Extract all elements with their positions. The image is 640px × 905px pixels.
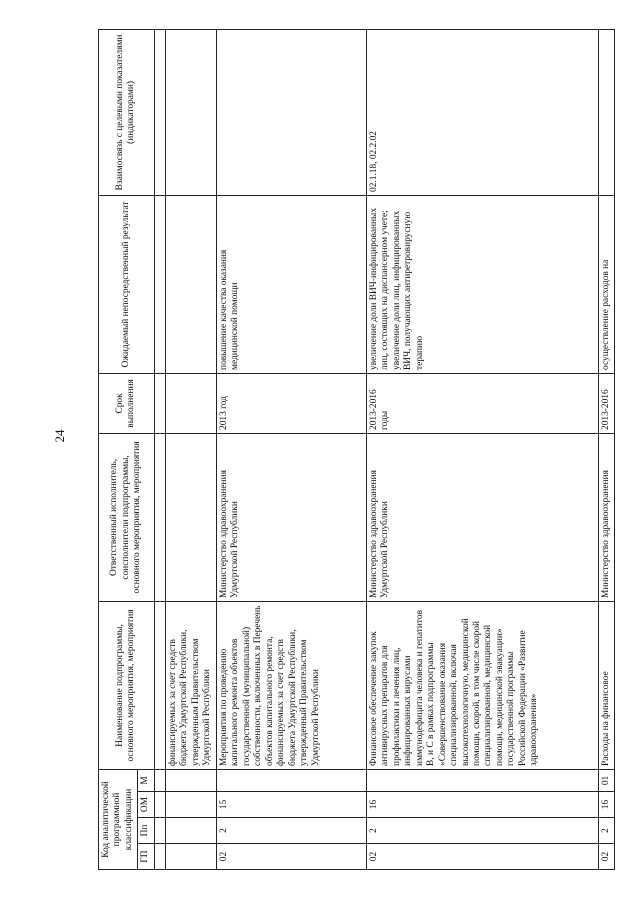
cell-name: Мероприятия по проведению капитального ремонта объектов государственной (муниципальной) собственности, включенных в Перечень объектов капитального ремонта, финансируемых за счет средств бюджета Удмуртской Республики, утвержденный Правительством Удмуртской Республики [216,601,366,769]
cell-om [165,792,216,818]
header-link: Взаимосвязь с целевыми показателями (индикаторами) [99,29,155,195]
blank-row [154,29,165,869]
header-code-gp: ГП [138,844,154,870]
cell-link [598,29,614,195]
cell-term: 2013-2016 годы [366,373,598,433]
cell-executor: Министерство здравоохранения Удмуртской Республики [366,433,598,601]
cell-gp [165,844,216,870]
page-number: 24 [52,429,67,443]
cell-m [165,769,216,791]
table-row [216,29,366,869]
cell-pp: 2 [216,818,366,844]
cell-pp: 2 [598,818,614,844]
header-code-pp: Пп [138,818,154,844]
cell-pp: 2 [366,818,598,844]
cell-link [216,29,366,195]
cell-name: Расходы на финансовое [598,601,614,769]
header-result: Ожидаемый непосредственный результат [99,195,155,373]
cell-result: осуществление расходов на [598,195,614,373]
cell-result [165,195,216,373]
header-code-m: М [138,769,154,791]
program-table [98,29,615,870]
cell-executor: Министерство здравоохранения [598,433,614,601]
header-code-group: Код аналитической программной классификации [99,769,138,869]
cell-name: финансируемых за счет средств бюджета Удмуртской Республики, утвержденным Правительством Удмуртской Республики [165,601,216,769]
cell-link: 02.1.18, 02.2.02 [366,29,598,195]
cell-m: 01 [598,769,614,791]
cell-result: увеличение доли ВИЧ-инфицированных лиц, состоящих на диспансерном учете; увеличение доли лиц, инфицированных ВИЧ, получающих антиретровирусную терапию [366,195,598,373]
cell-om: 15 [216,792,366,818]
cell-pp [165,818,216,844]
header-executor: Ответственный исполнитель, соисполнители подпрограммы, основного мероприятия, мероприятия [99,433,155,601]
cell-gp: 02 [598,844,614,870]
cell-gp: 02 [366,844,598,870]
cell-name: Финансовое обеспечение закупок антивирусных препаратов для профилактики и лечения лиц, инфицированных вирусами иммунодефицита человека и гепатитов В, и С в рамках подпрограммы «Совершенствование оказания специализированной, включая высокотехнологичную, медицинской помощи, скорой, в том числе скорой специализированной, медицинской помощи, медицинской эвакуации» государственной программы Российской Федерации «Развитие здравоохранения» [366,601,598,769]
header-name: Наименование подпрограммы, основного мероприятия, мероприятия [99,601,155,769]
header-code-om: ОМ [138,792,154,818]
cell-result: повышение качества оказания медицинской помощи [216,195,366,373]
cell-m [216,769,366,791]
cell-executor [165,433,216,601]
cell-om: 16 [366,792,598,818]
cell-term: 2013-2016 [598,373,614,433]
cell-term: 2013 год [216,373,366,433]
cell-om: 16 [598,792,614,818]
cell-m [366,769,598,791]
table-row [165,29,216,869]
header-term: Срок выполнения [99,373,155,433]
cell-term [165,373,216,433]
table-row [598,29,614,869]
header-row [99,29,138,869]
table-row [366,29,598,869]
cell-link [165,29,216,195]
rotated-table-wrapper [98,30,616,870]
cell-gp: 02 [216,844,366,870]
cell-executor: Министерство здравоохранения Удмуртской Республики [216,433,366,601]
